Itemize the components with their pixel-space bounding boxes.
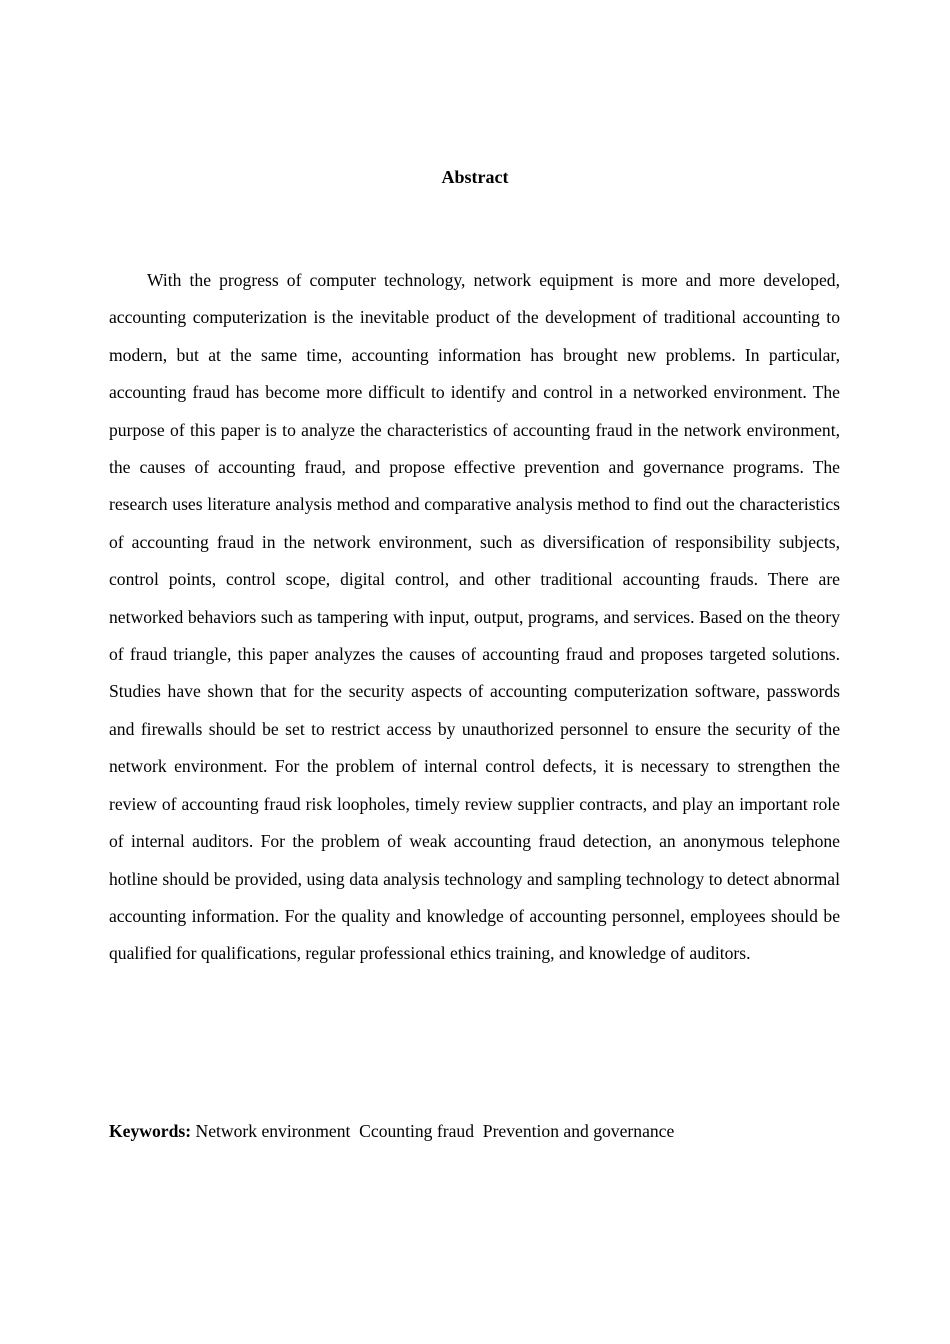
keywords-line: [109, 1113, 840, 1150]
keywords-value: Network environment Ccounting fraud Prevention and governance: [191, 1121, 675, 1141]
abstract-paragraph: With the progress of computer technology, network equipment is more and more developed, accounting computerization is the inevitable product of the development of traditional accounting to modern, but at the same time, accounting information has brought new problems. In particular, accounting fraud has become more difficult to identify and control in a networked environment. The purpose of this paper is to analyze the characteristics of accounting fraud in the network environment, the causes of accounting fraud, and propose effective prevention and governance programs. The research uses literature analysis method and comparative analysis method to find out the characteristics of accounting fraud in the network environment, such as diversification of responsibility subjects, control points, control scope, digital control, and other traditional accounting frauds. There are networked behaviors such as tampering with input, output, programs, and services. Based on the theory of fraud triangle, this paper analyzes the causes of accounting fraud and proposes targeted solutions. Studies have shown that for the security aspects of accounting computerization software, passwords and firewalls should be set to restrict access by unauthorized personnel to ensure the security of the network environment. For the problem of internal control defects, it is necessary to strengthen the review of accounting fraud risk loopholes, timely review supplier contracts, and play an important role of internal auditors. For the problem of weak accounting fraud detection, an anonymous telephone hotline should be provided, using data analysis technology and sampling technology to detect abnormal accounting information. For the quality and knowledge of accounting personnel, employees should be qualified for qualifications, regular professional ethics training, and knowledge of auditors.: [109, 270, 840, 964]
keywords-label: Keywords:: [109, 1121, 192, 1141]
page-title: Abstract: [441, 167, 509, 187]
